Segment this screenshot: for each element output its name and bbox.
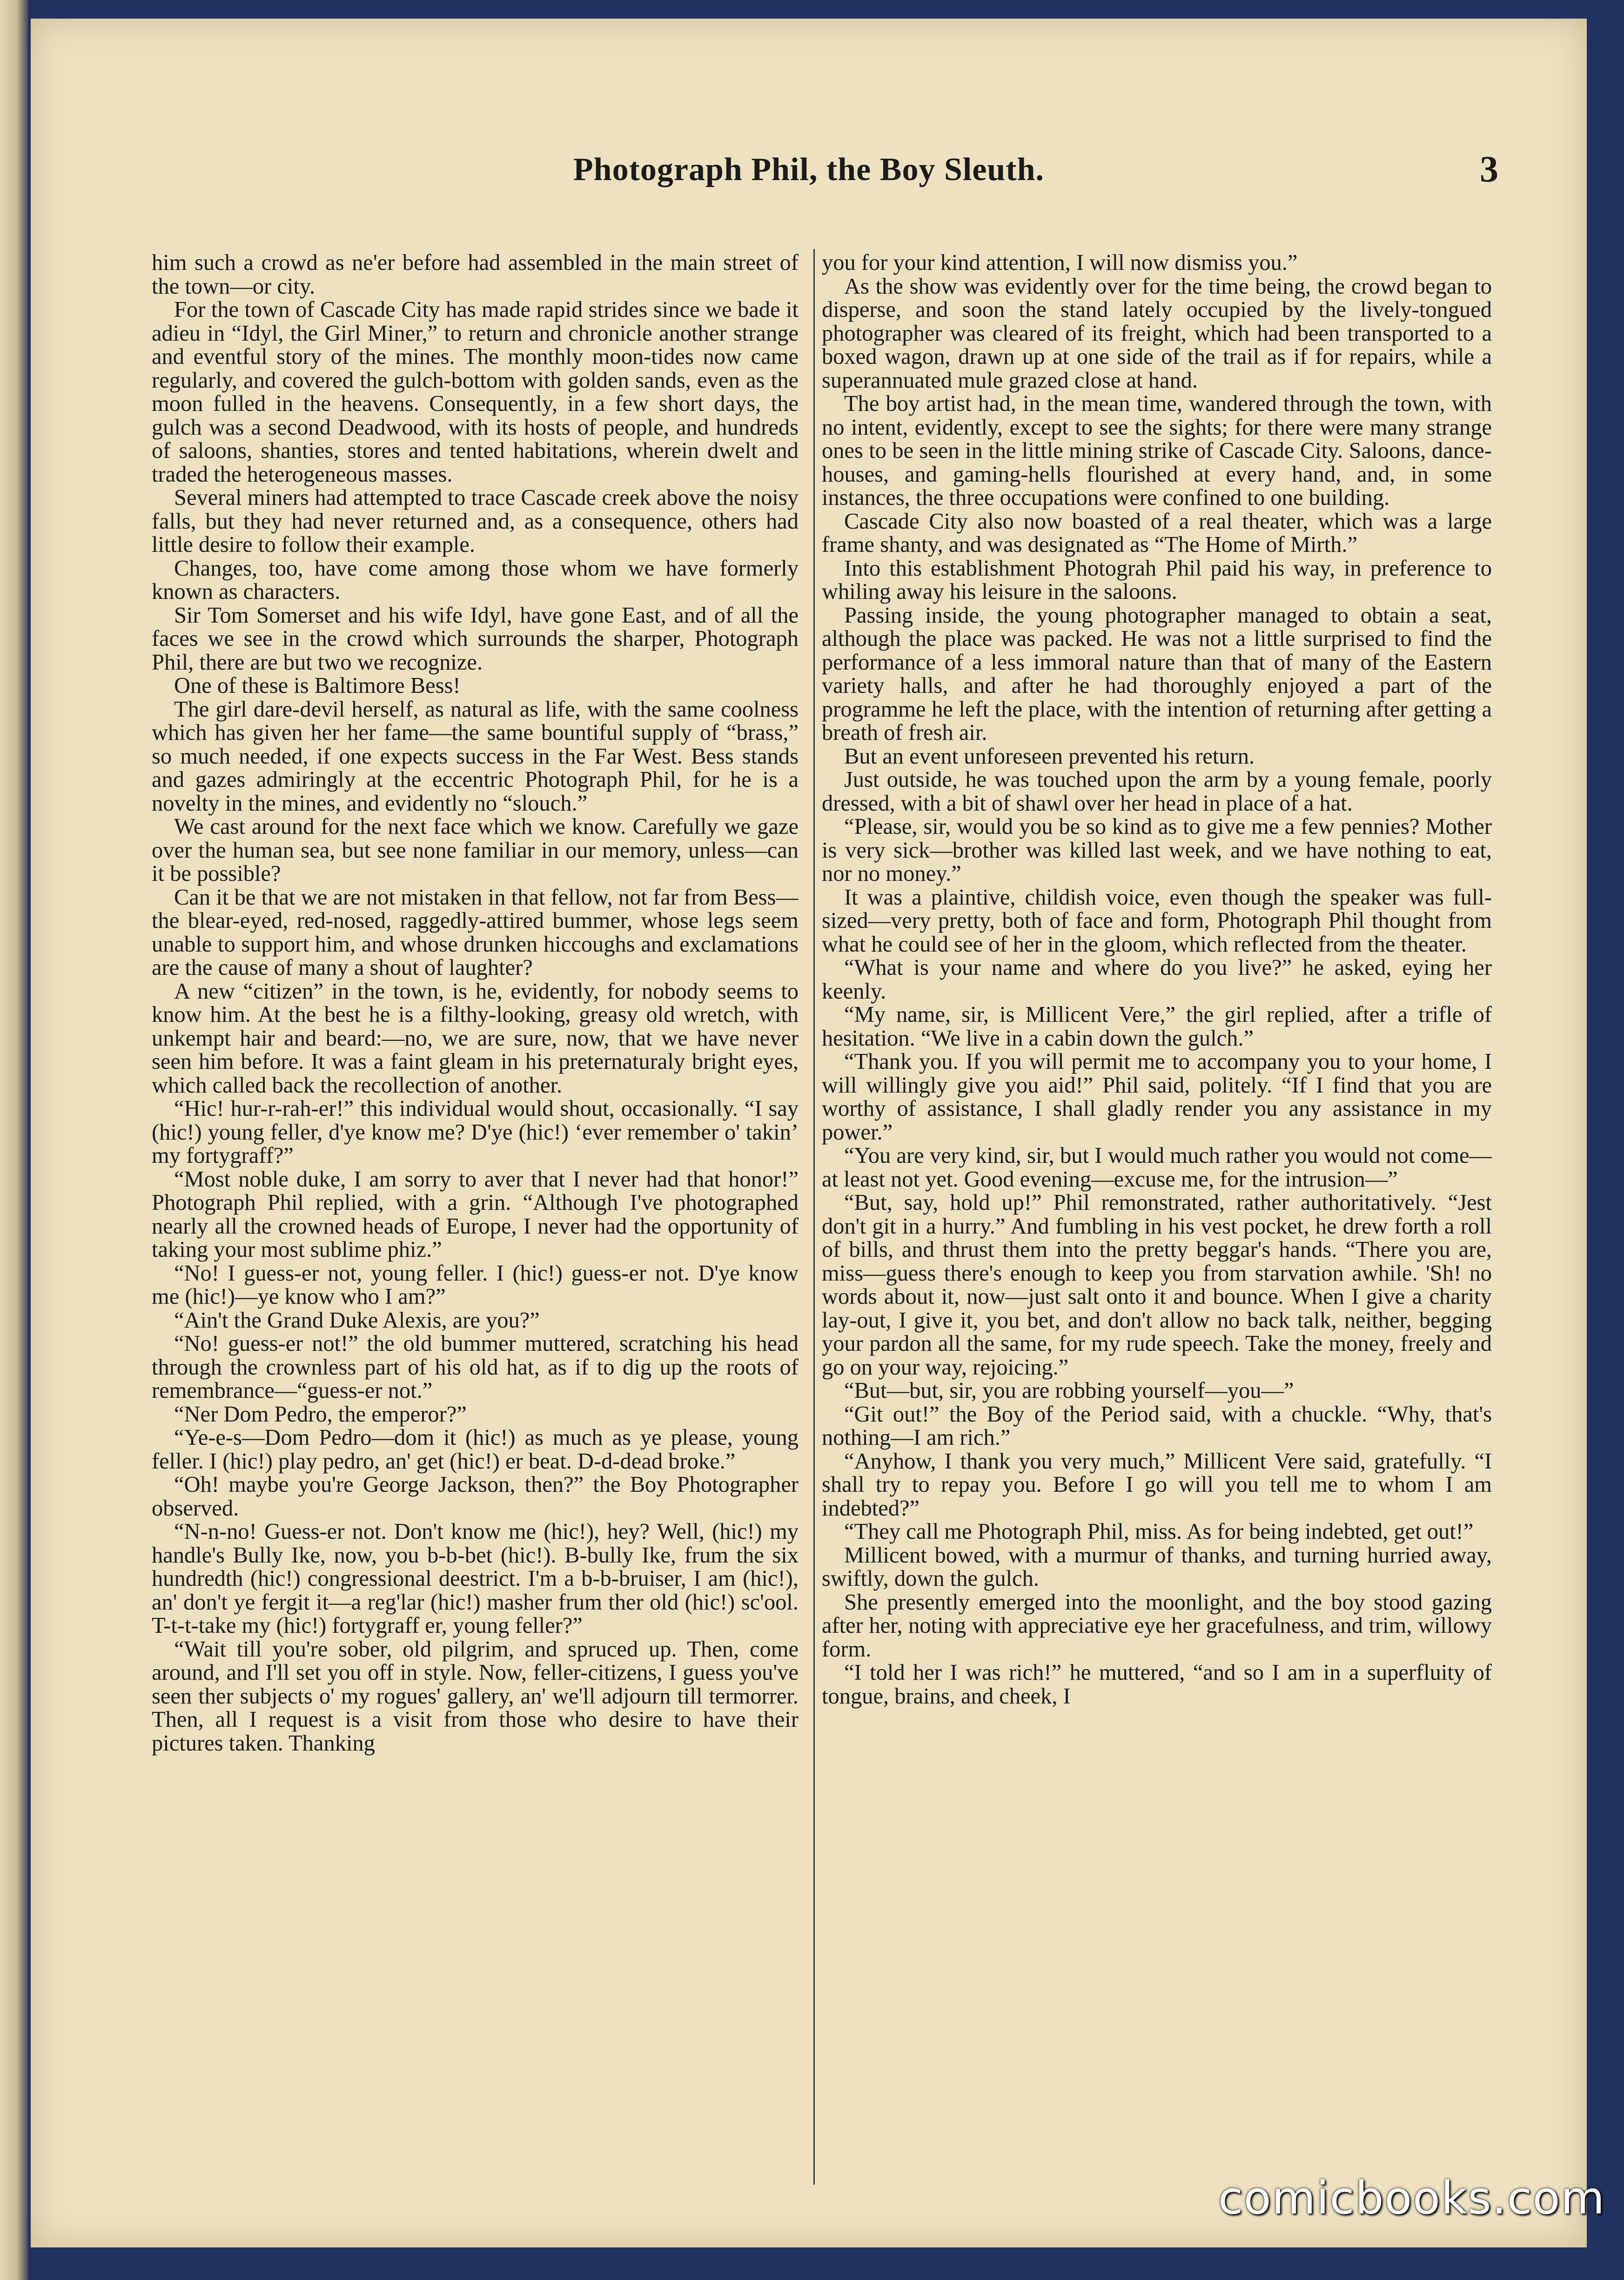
paragraph: As the show was evidently over for the time being, the crowd began to disperse, and soon the stand lately occupied by the lively-tongued photographer was cleared of its freight, which had been transported to a boxed wagon, drawn up at one side of the trail as if for repairs, while a superannuated mule grazed close at hand. xyxy=(822,274,1492,393)
paragraph: “Oh! maybe you're George Jackson, then?” the Boy Photographer observed. xyxy=(152,1472,799,1521)
paragraph: “Ner Dom Pedro, the emperor?” xyxy=(174,1402,467,1427)
paragraph: “My name, sir, is Millicent Vere,” the girl replied, after a trifle of hesitation. “We live in a cabin down the gulch.” xyxy=(822,1002,1492,1051)
paragraph: For the town of Cascade City has made rapid strides since we bade it adieu in “Idyl, the Girl Miner,” to return and chronicle another strange and eventful story of the mines. The monthly moon-tides now came regularly, and covered the gulch-bottom with golden sands, even as the moon fulled in the heavens. Consequently, in a few short days, the gulch was a second Deadwood, with its hosts of people, and hundreds of saloons, shanties, stores and tented habitations, wherein dwelt and traded the heterogeneous masses. xyxy=(152,297,799,487)
paragraph: The boy artist had, in the mean time, wandered through the town, with no intent, evidently, except to see the sights; for there were many strange ones to be seen in the little mining strike of Cascade City. Saloons, dance-houses, and gaming-hells flourished at every hand, and, in some instances, the three occupations were confined to one building. xyxy=(822,391,1492,510)
paragraph: Into this establishment Photograh Phil paid his way, in preference to whiling away his leisure in the saloons. xyxy=(822,556,1492,604)
paragraph: We cast around for the next face which we know. Carefully we gaze over the human sea, but see none familiar in our memory, unless—can it be possible? xyxy=(152,814,799,886)
paragraph: Passing inside, the young photographer managed to obtain a seat, although the place was packed. He was not a little surprised to find the performance of a less immoral nature than that of many of the Eastern variety halls, and after he had thoroughly enjoyed a part of the programme he left the place, with the intention of returning after getting a breath of fresh air. xyxy=(822,603,1492,745)
paragraph: “No! I guess-er not, young feller. I (hic!) guess-er not. D'ye know me (hic!)—ye know who I am?” xyxy=(152,1261,799,1309)
paragraph: Cascade City also now boasted of a real theater, which was a large frame shanty, and was designated as “The Home of Mirth.” xyxy=(822,509,1492,557)
paragraph: Changes, too, have come among those whom we have formerly known as characters. xyxy=(152,556,799,604)
paragraph: “Git out!” the Boy of the Period said, with a chuckle. “Why, that's nothing—I am rich.” xyxy=(822,1402,1492,1450)
paragraph: “Anyhow, I thank you very much,” Millicent Vere said, gratefully. “I shall try to repay you. Before I go will you tell me to whom I am indebted?” xyxy=(822,1448,1492,1521)
right-column xyxy=(822,251,1492,2206)
paragraph: “Hic! hur-r-rah-er!” this individual would shout, occasionally. “I say (hic!) young feller, d'ye know me? D'ye (hic!) ‘ever remember o' takin’ my fortygraff?” xyxy=(152,1096,799,1168)
running-header xyxy=(31,151,1587,202)
paragraph: “Ye-e-s—Dom Pedro—dom it (hic!) as much as ye please, young feller. I (hic!) play pedro, an' get (hic!) er beat. D-d-dead broke.” xyxy=(152,1425,799,1474)
paragraph: “But—but, sir, you are robbing yourself—you—” xyxy=(844,1378,1294,1403)
book-spine xyxy=(0,0,28,2280)
paragraph: “Ain't the Grand Duke Alexis, are you?” xyxy=(174,1308,540,1333)
paragraph: “Please, sir, would you be so kind as to give me a few pennies? Mother is very sick—brother was killed last week, and we have nothing to eat, nor no money.” xyxy=(822,814,1492,886)
paragraph: “You are very kind, sir, but I would much rather you would not come—at least not yet. Good evening—excuse me, for the intrusion—” xyxy=(822,1143,1492,1192)
running-title: Photograph Phil, the Boy Sleuth. xyxy=(573,152,1045,188)
paragraph: Millicent bowed, with a murmur of thanks, and turning hurried away, swiftly, down the gulch. xyxy=(822,1542,1492,1591)
paragraph: The girl dare-devil herself, as natural as life, with the same coolness which has given her her fame—the same bountiful supply of “brass,” so much needed, if one expects success in the Far West. Bess stands and gazes admiringly at the eccentric Photograph Phil, for he is a novelty in the mines, and evidently no “slouch.” xyxy=(152,697,799,816)
paragraph: Just outside, he was touched upon the arm by a young female, poorly dressed, with a bit of shawl over her head in place of a hat. xyxy=(822,767,1492,816)
paragraph: Can it be that we are not mistaken in that fellow, not far from Bess—the blear-eyed, red-nosed, raggedly-attired bummer, whose legs seem unable to support him, and whose drunken hiccoughs and exclamations are the cause of many a shout of laughter? xyxy=(152,885,799,980)
paragraph: “Thank you. If you will permit me to accompany you to your home, I will willingly give you aid!” Phil said, politely. “If I find that you are worthy of assistance, I shall gladly render you any assistance in my power.” xyxy=(822,1049,1492,1145)
paragraph: Sir Tom Somerset and his wife Idyl, have gone East, and of all the faces we see in the crowd which surrounds the sharper, Photograph Phil, there are but two we recognize. xyxy=(152,603,799,675)
paragraph: It was a plaintive, childish voice, even though the speaker was full-sized—very pretty, both of face and form, Photograph Phil thought from what he could see of her in the gloom, which reflected from the theater. xyxy=(822,885,1492,957)
paragraph: “But, say, hold up!” Phil remonstrated, rather authoritatively. “Jest don't git in a hurry.” And fumbling in his vest pocket, he drew forth a roll of bills, and thrust them into the pretty beggar's hands. “There you are, miss—guess there's enough to keep you from starvation awhile. 'Sh! no words about it, now—just salt onto it and bounce. When I give a charity lay-out, I give it, you bet, and don't allow no back talk, neither, begging your pardon all the same, for my rude speech. Take the money, freely and go on your way, rejoicing.” xyxy=(822,1190,1492,1380)
paragraph: “Most noble duke, I am sorry to aver that I never had that honor!” Photograph Phil replied, with a grin. “Although I've photographed nearly all the crowned heads of Europe, I never had the opportunity of taking your most sublime phiz.” xyxy=(152,1167,799,1262)
paragraph: “N-n-no! Guess-er not. Don't know me (hic!), hey? Well, (hic!) my handle's Bully Ike, now, you b-b-bet (hic!). B-bully Ike, frum the six hundredth (hic!) congressional deestrict. I'm a b-b-bruiser, I am (hic!), an' don't ye fergit it—a reg'lar (hic!) masher frum ther old (hic!) sc'ool. T-t-t-take my (hic!) fortygraff er, young feller?” xyxy=(152,1519,799,1638)
column-divider xyxy=(813,249,815,2185)
book-page xyxy=(31,19,1587,2247)
paragraph: “They call me Photograph Phil, miss. As for being indebted, get out!” xyxy=(844,1519,1474,1544)
paragraph: “Wait till you're sober, old pilgrim, and spruced up. Then, come around, and I'll set you off in style. Now, feller-citizens, I guess you've seen ther subjects o' my rogues' gallery, an' we'll adjourn till termorrer. Then, all I request is a visit from those who desire to have their pictures taken. Thanking xyxy=(152,1636,799,1756)
left-column xyxy=(152,251,799,2206)
paragraph: A new “citizen” in the town, is he, evidently, for nobody seems to know him. At the best he is a filthy-looking, greasy old wretch, with unkempt hair and beard:—no, we are sure, now, that we have never seen him before. It was a faint gleam in his preternaturaly bright eyes, which called back the recollection of another. xyxy=(152,979,799,1098)
paragraph: you for your kind attention, I will now dismiss you.” xyxy=(822,251,1298,275)
paragraph: She presently emerged into the moonlight, and the boy stood gazing after her, noting with appreciative eye her gracefulness, and trim, willowy form. xyxy=(822,1589,1492,1662)
paragraph: him such a crowd as ne'er before had assembled in the main street of the town—or city. xyxy=(152,251,799,299)
paragraph: “No! guess-er not!” the old bummer muttered, scratching his head through the crownless part of his old hat, as if to dig up the roots of remembrance—“guess-er not.” xyxy=(152,1331,799,1403)
paragraph: “I told her I was rich!” he muttered, “and so I am in a superfluity of tongue, brains, and cheek, I xyxy=(822,1660,1492,1709)
paragraph: “What is your name and where do you live?” he asked, eying her keenly. xyxy=(822,955,1492,1004)
paragraph: Several miners had attempted to trace Cascade creek above the noisy falls, but they had never returned and, as a consequence, others had little desire to follow their example. xyxy=(152,485,799,557)
paragraph: One of these is Baltimore Bess! xyxy=(174,673,461,698)
paragraph: But an event unforeseen prevented his return. xyxy=(844,744,1255,769)
page-number: 3 xyxy=(1480,149,1498,190)
watermark-text: comicbooks.com xyxy=(1218,2172,1605,2224)
